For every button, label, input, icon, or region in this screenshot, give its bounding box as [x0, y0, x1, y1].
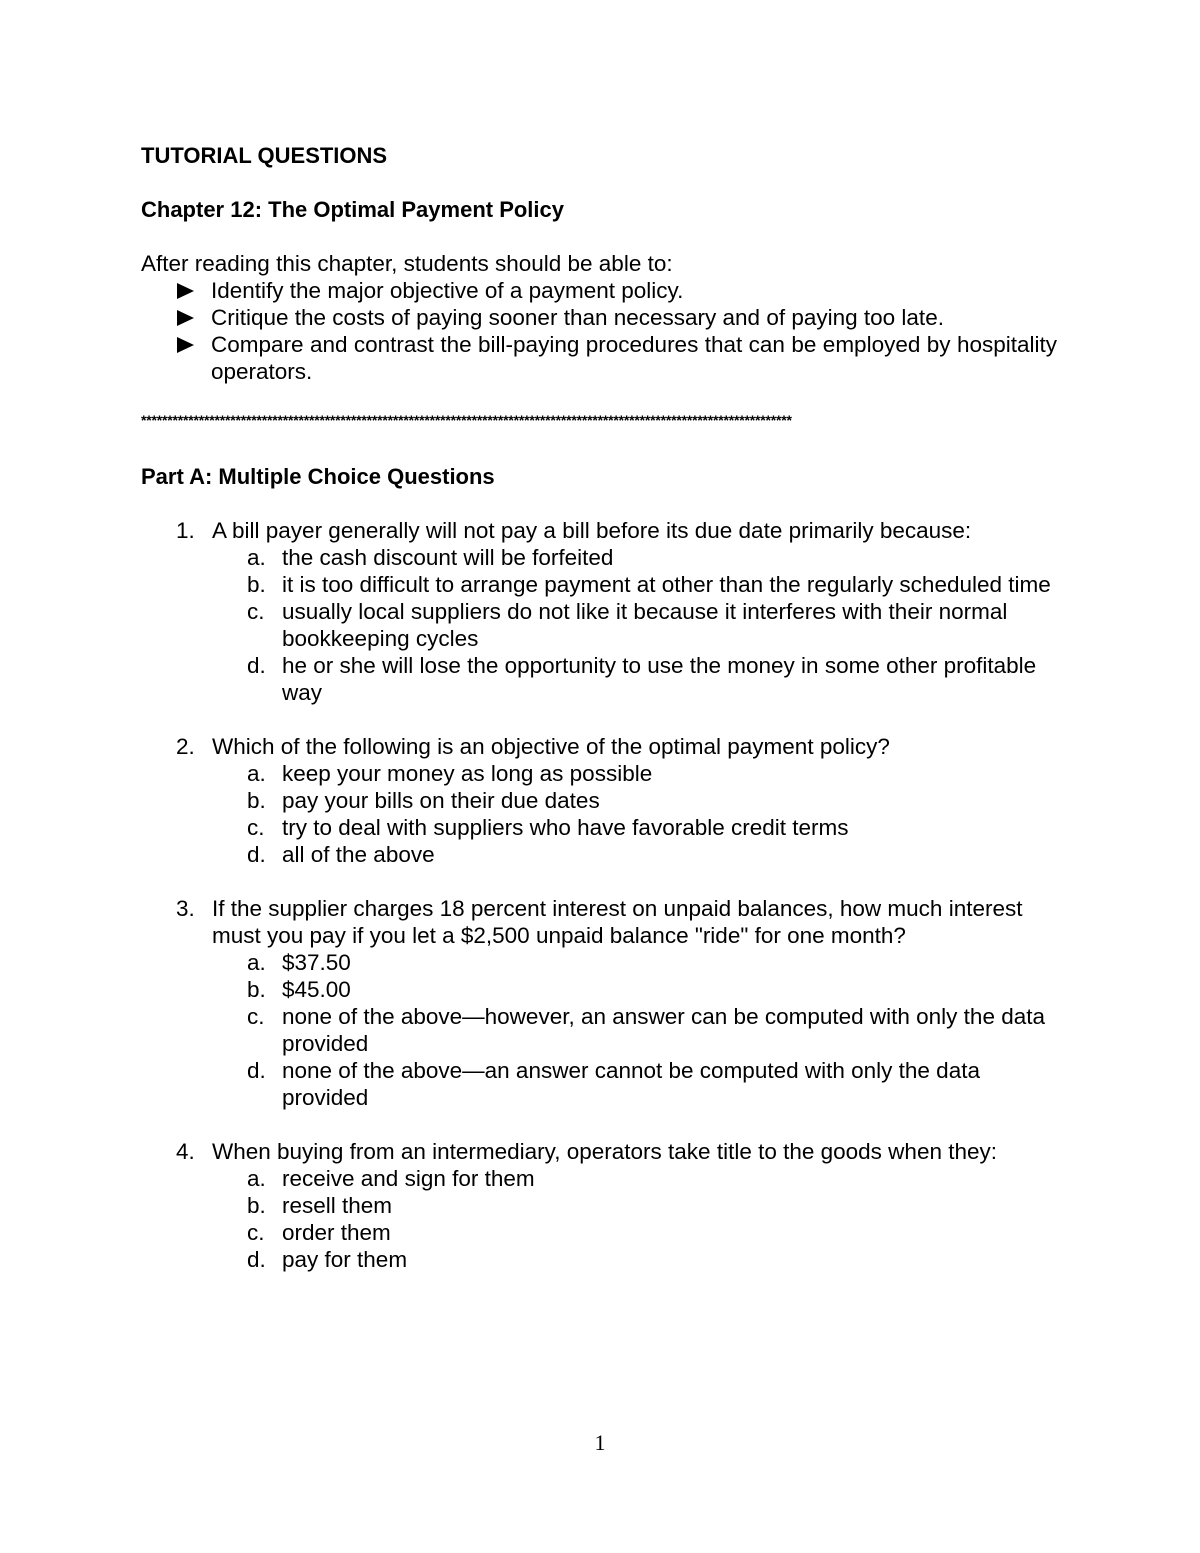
option-letter: c.	[247, 599, 265, 624]
option-letter: a.	[247, 1166, 266, 1191]
option-letter: a.	[247, 545, 266, 570]
options-list	[212, 760, 1057, 868]
option-item	[212, 1057, 1057, 1111]
option-text: resell them	[282, 1193, 393, 1218]
option-letter: a.	[247, 950, 266, 975]
option-item	[212, 1246, 1057, 1273]
option-item	[212, 1219, 1057, 1246]
option-letter: a.	[247, 761, 266, 786]
option-item	[212, 652, 1057, 706]
options-list	[212, 1165, 1057, 1273]
question-text: If the supplier charges 18 percent interest on unpaid balances, how much interest must you pay if you let a $2,500 unpaid balance "ride" for one month?	[212, 896, 1023, 948]
question-number: 1.	[176, 518, 195, 543]
question-item	[141, 1138, 1057, 1273]
option-item	[212, 760, 1057, 787]
arrow-bullet-icon	[177, 283, 194, 299]
question-text: When buying from an intermediary, operators take title to the goods when they:	[212, 1139, 998, 1164]
objective-item	[141, 277, 1057, 304]
option-text: keep your money as long as possible	[282, 761, 653, 786]
option-item	[212, 976, 1057, 1003]
option-item	[212, 1003, 1057, 1057]
question-item	[141, 517, 1057, 706]
option-text: $37.50	[282, 950, 351, 975]
option-text: try to deal with suppliers who have favorable credit terms	[282, 815, 849, 840]
question-number: 3.	[176, 896, 195, 921]
option-item	[212, 544, 1057, 571]
document-page	[141, 142, 1057, 1300]
option-item	[212, 1165, 1057, 1192]
option-letter: d.	[247, 1247, 266, 1272]
option-item	[212, 598, 1057, 652]
option-text: usually local suppliers do not like it because it interferes with their normal bookkeeping cycles	[282, 599, 1008, 651]
option-text: pay for them	[282, 1247, 408, 1272]
option-item	[212, 571, 1057, 598]
page-number: 1	[594, 1430, 606, 1455]
objective-item	[141, 331, 1057, 385]
option-item	[212, 787, 1057, 814]
option-letter: d.	[247, 842, 266, 867]
option-letter: b.	[247, 977, 266, 1002]
option-text: receive and sign for them	[282, 1166, 535, 1191]
option-letter: c.	[247, 1220, 265, 1245]
question-text: Which of the following is an objective of the optimal payment policy?	[212, 734, 890, 759]
arrow-bullet-icon	[177, 310, 194, 326]
objective-text: Compare and contrast the bill-paying procedures that can be employed by hospitality operators.	[211, 332, 1057, 384]
arrow-bullet-icon	[177, 337, 194, 353]
chapter-title: Chapter 12: The Optimal Payment Policy	[141, 197, 565, 222]
options-list	[212, 949, 1057, 1111]
option-text: $45.00	[282, 977, 351, 1002]
objective-item	[141, 304, 1057, 331]
option-letter: b.	[247, 1193, 266, 1218]
option-text: the cash discount will be forfeited	[282, 545, 614, 570]
objectives-list	[141, 277, 1057, 385]
question-item	[141, 895, 1057, 1111]
option-letter: d.	[247, 653, 266, 678]
option-text: none of the above—however, an answer can be computed with only the data provided	[282, 1004, 1046, 1056]
option-text: none of the above—an answer cannot be computed with only the data provided	[282, 1058, 980, 1110]
questions-list	[141, 517, 1057, 1273]
question-number: 2.	[176, 734, 195, 759]
option-letter: b.	[247, 788, 266, 813]
option-text: order them	[282, 1220, 391, 1245]
option-item	[212, 814, 1057, 841]
option-letter: b.	[247, 572, 266, 597]
question-number: 4.	[176, 1139, 195, 1164]
question-text: A bill payer generally will not pay a bill before its due date primarily because:	[212, 518, 972, 543]
option-letter: c.	[247, 1004, 265, 1029]
option-text: pay your bills on their due dates	[282, 788, 600, 813]
option-text: he or she will lose the opportunity to use the money in some other profitable way	[282, 653, 1037, 705]
question-item	[141, 733, 1057, 868]
option-item	[212, 949, 1057, 976]
objective-text: Critique the costs of paying sooner than necessary and of paying too late.	[211, 305, 944, 330]
objective-text: Identify the major objective of a payment policy.	[211, 278, 684, 303]
intro-text: After reading this chapter, students should be able to:	[141, 251, 673, 276]
asterisk-separator: ****************************************************************************************************************************	[141, 412, 792, 428]
options-list	[212, 544, 1057, 706]
option-text: it is too difficult to arrange payment at other than the regularly scheduled time	[282, 572, 1051, 597]
option-item	[212, 841, 1057, 868]
option-item	[212, 1192, 1057, 1219]
option-letter: d.	[247, 1058, 266, 1083]
document-title: TUTORIAL QUESTIONS	[141, 143, 388, 168]
option-letter: c.	[247, 815, 265, 840]
part-a-title: Part A: Multiple Choice Questions	[141, 464, 495, 489]
option-text: all of the above	[282, 842, 435, 867]
